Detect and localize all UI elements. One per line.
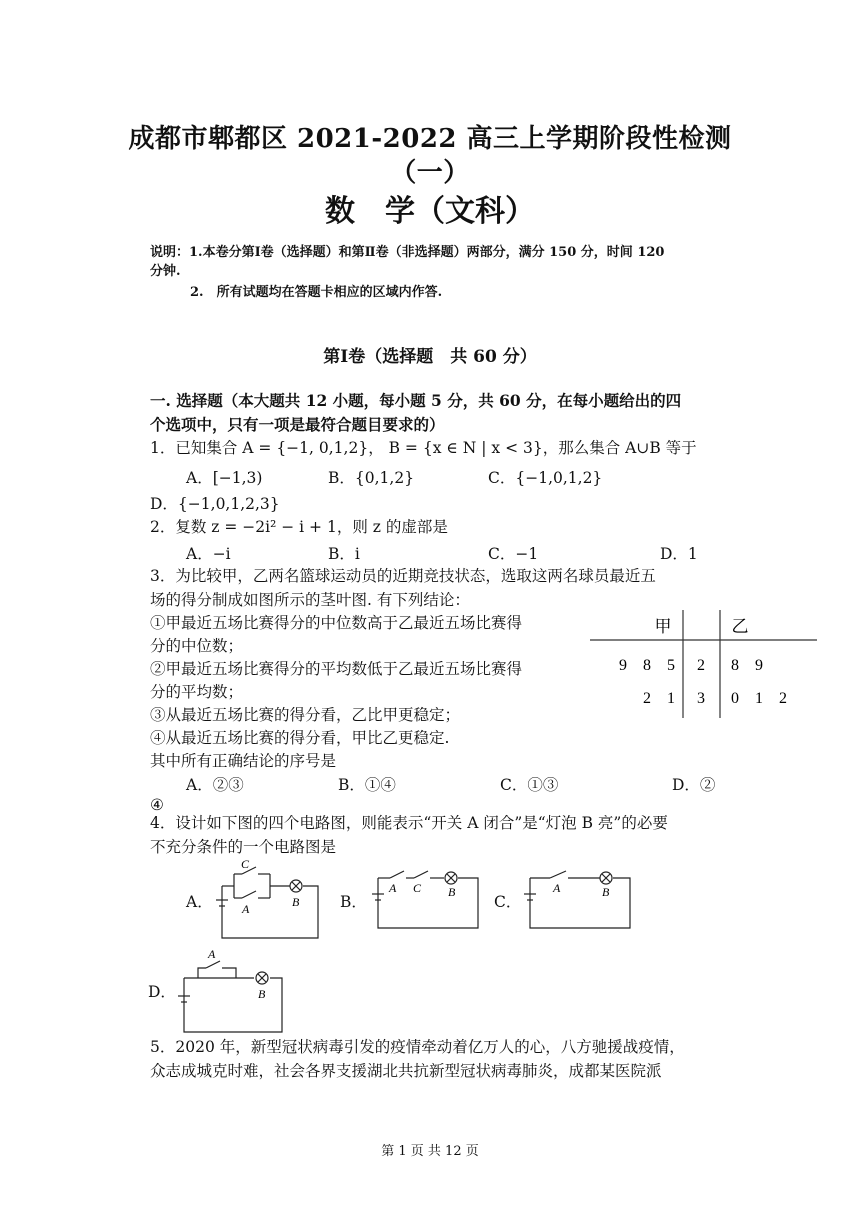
q1-option-a: A．[−1,3) xyxy=(186,469,263,487)
q3-line2: 场的得分制成如图所示的茎叶图. 有下列结论： xyxy=(150,591,470,609)
q4-option-d-label: D． xyxy=(148,983,176,1001)
part1-heading-a: 一. 选择题（本大题共 12 小题，每小题 5 分，共 60 分，在每小题给出的四 xyxy=(150,391,682,410)
q2-option-a: A．−i xyxy=(186,545,231,563)
circuit-a-letter-b: B xyxy=(292,895,300,909)
circuit-d-letter-b: B xyxy=(258,987,266,1001)
circuit-diagram-b xyxy=(368,862,483,932)
page-footer: 第 1 页 共 12 页 xyxy=(381,1144,479,1159)
q3-line1: 3．为比较甲，乙两名篮球运动员的近期竞技状态，选取这两名球员最近五 xyxy=(150,567,656,585)
q4-line1: 4．设计如下图的四个电路图，则能表示“开关 A 闭合”是“灯泡 B 亮”的必要 xyxy=(150,814,668,832)
q3-statement-1a: ①甲最近五场比赛得分的中位数高于乙最近五场比赛得 xyxy=(150,614,523,632)
q4-option-b-label: B． xyxy=(340,893,367,911)
q3-ask: 其中所有正确结论的序号是 xyxy=(150,752,337,770)
q3-statement-1b: 分的中位数； xyxy=(150,637,244,655)
q4-option-c-label: C． xyxy=(494,893,522,911)
circuit-b-letter-b: B xyxy=(448,885,456,899)
q3-statement-3: ③从最近五场比赛的得分看，乙比甲更稳定； xyxy=(150,706,461,724)
q5-line1: 5．2020 年，新型冠状病毒引发的疫情牵动着亿万人的心，八方驰援战疫情， xyxy=(150,1038,685,1056)
stem-leaf-row2-stem: 3 xyxy=(697,690,705,707)
circuit-a-letter-a: A xyxy=(242,902,250,916)
q2-option-d: D．1 xyxy=(660,545,698,563)
stem-leaf-head-right: 乙 xyxy=(731,617,749,636)
stem-leaf-row2-right: 0 1 2 xyxy=(731,690,788,707)
q3-statement-4: ④从最近五场比赛的得分看，甲比乙更稳定. xyxy=(150,729,450,747)
note-line2: 2. 所有试题均在答题卡相应的区域内作答. xyxy=(190,285,443,300)
circuit-c-letter-a: A xyxy=(553,881,561,895)
circuit-a-letter-c: C xyxy=(241,857,250,871)
q2-option-c: C．−1 xyxy=(488,545,539,563)
section-title: 第Ⅰ卷（选择题 共 60 分） xyxy=(323,347,537,367)
q3-option-d-cont: ④ xyxy=(150,796,164,814)
stem-leaf-row1-right: 8 9 xyxy=(731,657,764,674)
q3-statement-2b: 分的平均数； xyxy=(150,683,244,701)
stem-leaf-head-left: 甲 xyxy=(654,617,672,636)
circuit-diagram-d xyxy=(172,946,290,1036)
q1-option-d: D．{−1,0,1,2,3} xyxy=(150,495,280,513)
q5-line2: 众志成城克时难，社会各界支援湖北共抗新型冠状病毒肺炎，成都某医院派 xyxy=(150,1062,662,1080)
q1-option-c: C．{−1,0,1,2} xyxy=(488,469,603,487)
stem-leaf-row2-left: 2 1 xyxy=(642,690,675,707)
stem-leaf-plot xyxy=(585,608,820,720)
exam-title-line2: （一） xyxy=(390,158,470,188)
q3-option-b: B．①④ xyxy=(338,776,396,794)
circuit-b-letter-a: A xyxy=(389,881,397,895)
circuit-diagram-c xyxy=(520,862,635,932)
q3-statement-2a: ②甲最近五场比赛得分的平均数低于乙最近五场比赛得 xyxy=(150,660,523,678)
q1-option-b: B．{0,1,2} xyxy=(328,469,415,487)
q1-stem: 1．已知集合 A = {−1, 0,1,2}， B = {x ∈ N | x < 3}，那么集合 A∪B 等于 xyxy=(150,439,697,457)
q2-stem: 2．复数 z = −2i² − i + 1，则 z 的虚部是 xyxy=(150,518,448,536)
q3-option-d: D．② xyxy=(672,776,716,794)
exam-title: 成都市郫都区 2021-2022 高三上学期阶段性检测 xyxy=(128,124,732,154)
note-line1b: 分钟. xyxy=(150,264,181,279)
circuit-diagram-a xyxy=(210,856,325,944)
part1-heading-b: 个选项中，只有一项是最符合题目要求的） xyxy=(150,415,445,434)
q3-option-c: C．①③ xyxy=(500,776,559,794)
exam-subject: 数 学（文科） xyxy=(325,194,535,229)
circuit-d-letter-a: A xyxy=(208,947,216,961)
circuit-b-letter-c: C xyxy=(413,881,422,895)
circuit-c-letter-b: B xyxy=(602,885,610,899)
stem-leaf-row1-stem: 2 xyxy=(697,657,705,674)
q4-option-a-label: A． xyxy=(186,893,213,911)
note-line1: 说明：1.本卷分第Ⅰ卷（选择题）和第Ⅱ卷（非选择题）两部分，满分 150 分，时间 120 xyxy=(150,245,665,260)
stem-leaf-row1-left: 9 8 5 xyxy=(618,657,675,674)
q3-option-a: A．②③ xyxy=(186,776,244,794)
q2-option-b: B．i xyxy=(328,545,360,563)
q4-line2: 不充分条件的一个电路图是 xyxy=(150,838,337,856)
